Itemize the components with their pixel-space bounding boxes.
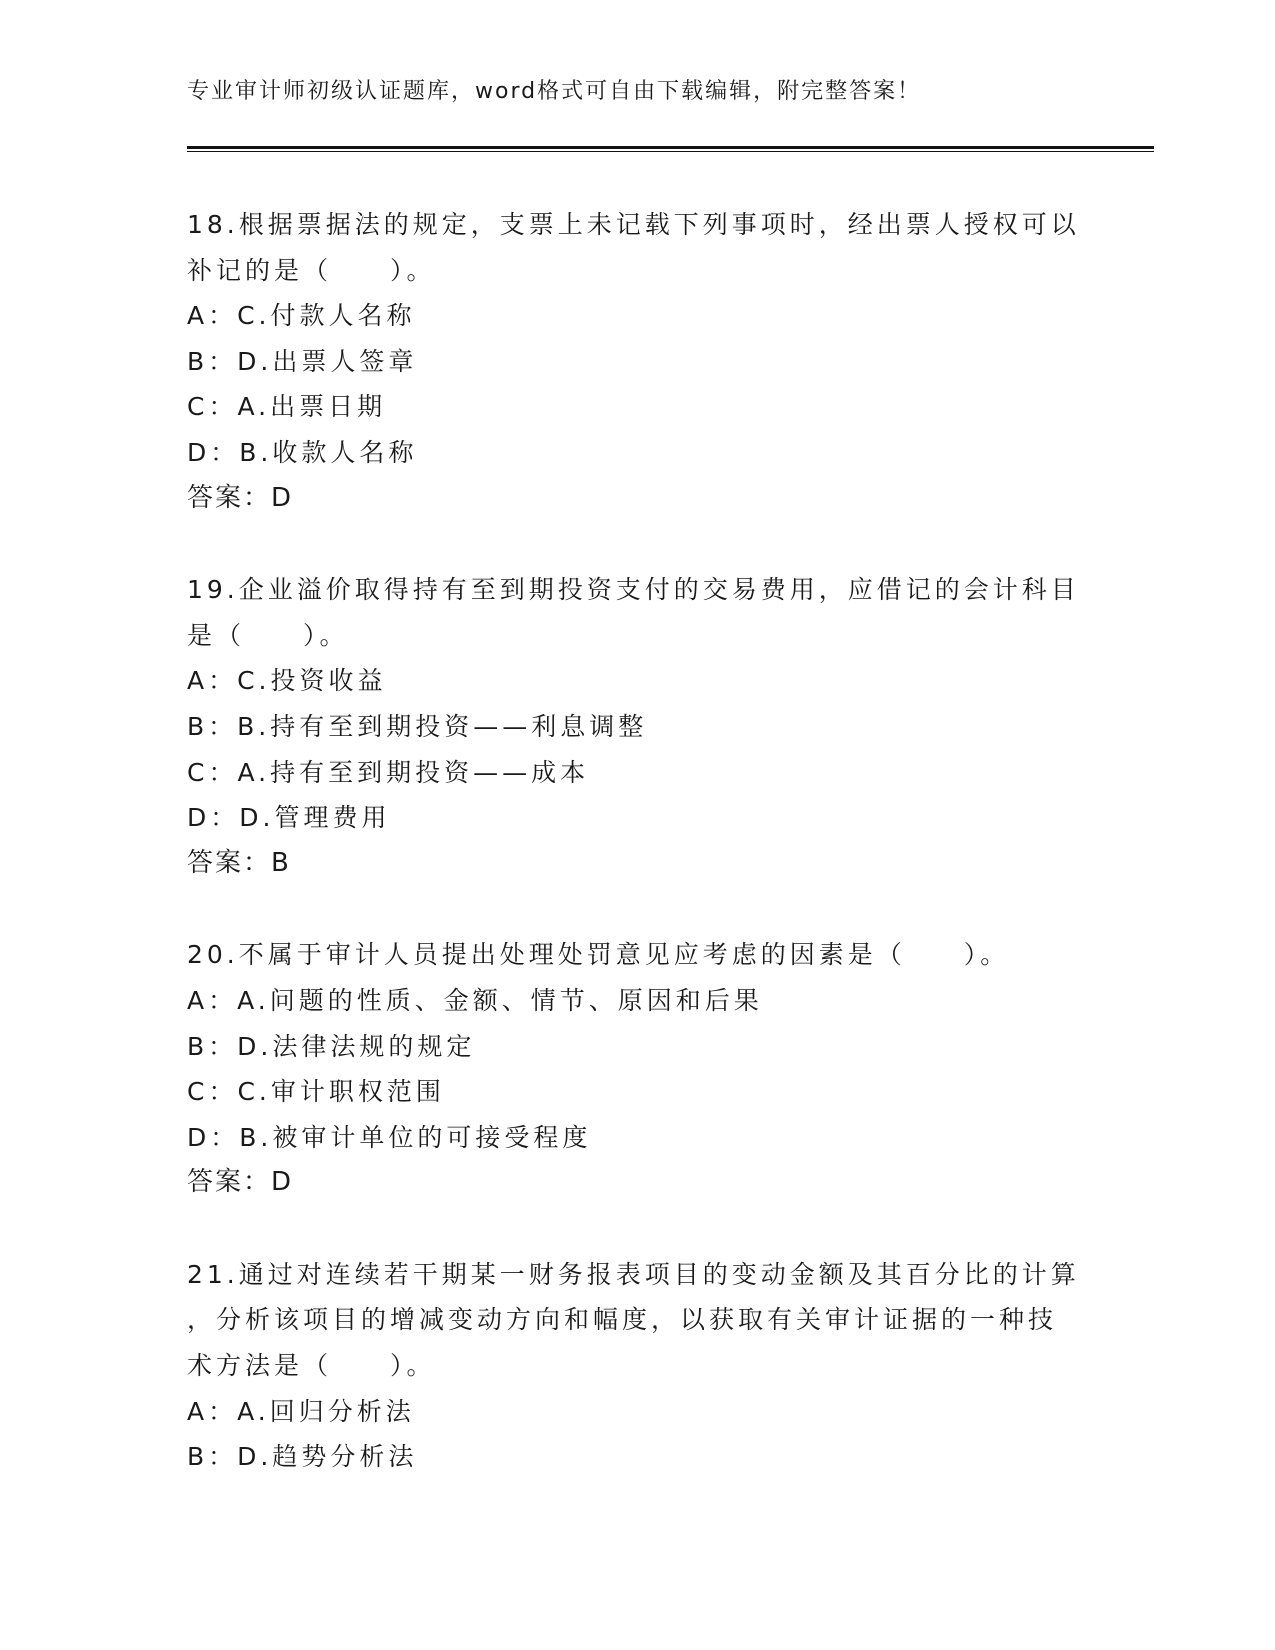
question-18 <box>187 202 1087 521</box>
answer: 答案：D <box>187 482 294 513</box>
option-c: C：A.出票日期 <box>187 392 387 422</box>
option-c: C：A.持有至到期投资——成本 <box>187 757 590 787</box>
answer: 答案：B <box>187 847 291 878</box>
question-21 <box>187 1252 1087 1480</box>
option-b: B：B.持有至到期投资——利息调整 <box>187 711 648 741</box>
answer: 答案：D <box>187 1167 294 1198</box>
question-text: 补记的是（ ）。 <box>187 255 436 285</box>
question-text: 术方法是（ ）。 <box>187 1351 436 1381</box>
option-a: A：C.投资收益 <box>187 666 387 696</box>
question-list <box>187 202 1087 1526</box>
option-c: C：C.审计职权范围 <box>187 1077 445 1107</box>
header-divider-thin <box>187 151 1154 152</box>
option-a: A：C.付款人名称 <box>187 301 416 331</box>
page-header: 专业审计师初级认证题库，word格式可自由下载编辑，附完整答案！ <box>187 79 922 104</box>
option-d: D：D.管理费用 <box>187 803 391 833</box>
question-text: 19.企业溢价取得持有至到期投资支付的交易费用，应借记的会计科目 <box>187 575 1080 605</box>
question-text: 21.通过对连续若干期某一财务报表项目的变动金额及其百分比的计算 <box>187 1259 1080 1289</box>
question-text: 20.不属于审计人员提出处理处罚意见应考虑的因素是（ ）。 <box>187 940 1010 970</box>
option-d: D：B.收款人名称 <box>187 437 418 467</box>
option-a: A：A.回归分析法 <box>187 1396 415 1426</box>
option-a: A：A.问题的性质、金额、情节、原因和后果 <box>187 985 763 1015</box>
option-b: B：D.趋势分析法 <box>187 1442 418 1472</box>
question-text: ，分析该项目的增减变动方向和幅度，以获取有关审计证据的一种技 <box>187 1305 1058 1335</box>
question-19 <box>187 567 1087 886</box>
question-text: 18.根据票据法的规定，支票上未记载下列事项时，经出票人授权可以 <box>187 210 1080 239</box>
option-b: B：D.出票人签章 <box>187 346 418 376</box>
question-text: 是（ ）。 <box>187 620 349 650</box>
header-divider <box>187 146 1154 149</box>
question-20 <box>187 932 1087 1206</box>
option-b: B：D.法律法规的规定 <box>187 1031 476 1061</box>
option-d: D：B.被审计单位的可接受程度 <box>187 1122 592 1152</box>
